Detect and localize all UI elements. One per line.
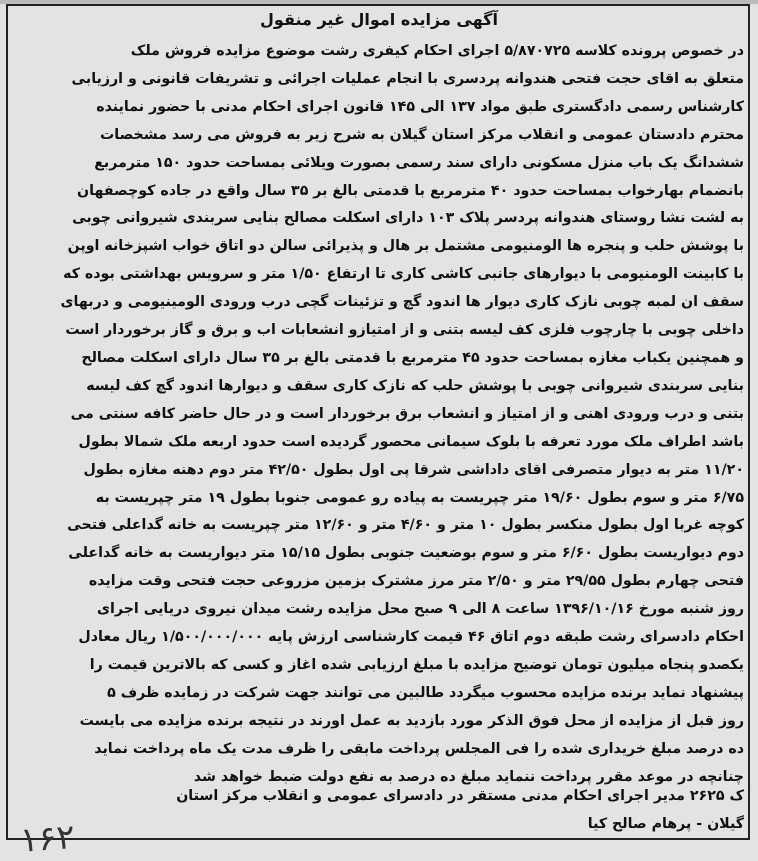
notice-body-line: ۱۱/۲۰ متر به دیوار متصرفی اقای داداشی شرقا پی اول بطول ۴۲/۵۰ متر دوم دهنه مغازه بطول bbox=[83, 461, 744, 478]
notice-body-line: سقف ان لمبه چوبی نازک کاری دیوار ها اندود گچ و تزئینات گچی درب ورودی الومینیومی و دربهای bbox=[60, 294, 744, 311]
notice-body bbox=[14, 38, 744, 791]
notice-body-line: و همچنین یکباب مغازه بمساحت حدود ۴۵ مترمربع با قدمتی بالغ بر ۳۵ سال دارای اسکلت مصالح bbox=[81, 349, 744, 366]
notice-body-line: ۶/۷۵ متر و سوم بطول ۱۹/۶۰ متر چپریست به پیاده رو عمومی جنوبا بطول ۱۹ متر چپریست به bbox=[95, 489, 744, 506]
notice-body-line: محترم دادستان عمومی و انقلاب مرکز استان گیلان به شرح زیر به فروش می رسد مشخصات bbox=[99, 126, 744, 143]
notice-body-line: بتنی و درب ورودی اهنی و از امتیاز و انشعاب برق برخوردار است و در حال حاضر کافه سنتی می bbox=[70, 405, 744, 422]
notice-body-line: ششدانگ یک باب منزل مسکونی دارای سند رسمی بصورت ویلائی بمساحت حدود ۱۵۰ مترمربع bbox=[94, 154, 744, 171]
notice-footer bbox=[14, 782, 744, 838]
notice-body-line: بنایی سربندی شیروانی چوبی با پوشش حلب که نازک کاری سقف و دیوارها اندود گچ کف لیسه bbox=[86, 377, 744, 394]
notice-body-line: کارشناس رسمی دادگستری طبق مواد ۱۳۷ الی ۱۴۵ قانون اجرای احکام مدنی با حضور نماینده bbox=[96, 98, 744, 115]
notice-body-line: کوچه غربا اول بطول منکسر بطول ۱۰ متر و ۴/۶۰ متر و ۱۲/۶۰ متر چپریست به خانه گداعلی فتحی bbox=[67, 517, 744, 534]
notice-body-line: با کابینت الومنیومی با دیوارهای جانبی کاشی کاری تا ارتفاع ۱/۵۰ متر و سرویس بهداشتی بوده که bbox=[63, 266, 744, 283]
notice-body-line: ده درصد مبلغ خریداری شده را فی المجلس پرداخت مابقی را ظرف مدت یک ماه پرداخت نماید bbox=[94, 740, 744, 757]
notice-body-line: با پوشش حلب و پنجره ها الومنیومی مشتمل بر هال و پذیرائی سالن دو اتاق خواب اشپزخانه اوپن bbox=[67, 238, 744, 255]
footer-signatory-name: گیلان - پرهام صالح کیا bbox=[587, 816, 744, 832]
notice-body-line: فتحی چهارم بطول ۲۹/۵۵ متر و ۲/۵۰ متر مرز مشترک بزمین مزروعی حجت فتحی وقت مزایده bbox=[88, 573, 744, 590]
notice-body-line: چنانچه در موعد مقرر پرداخت ننماید مبلغ ده درصد به نفع دولت ضبط خواهد شد bbox=[193, 768, 744, 785]
notice-body-line: روز قبل از مزایده از محل فوق الذکر مورد بازدید به عمل اورند در نتیجه برنده مزایده می بایست bbox=[79, 712, 744, 729]
notice-body-line: احکام دادسرای رشت طبقه دوم اتاق ۴۶ قیمت کارشناسی ارزش پایه ۱/۵۰۰/۰۰۰/۰۰۰ ریال معادل bbox=[78, 629, 744, 646]
notice-title: آگهی مزایده اموال غیر منقول bbox=[260, 10, 498, 29]
notice-body-line: داخلی چوبی با چارچوب فلزی کف لیسه بتنی و از امتیازو انشعابات اب و برق و گاز برخوردار است bbox=[65, 322, 744, 339]
notice-body-line: به لشت نشا روستای هندوانه پردسر پلاک ۱۰۳ دارای اسکلت مصالح بنایی سربندی شیروانی چوبی bbox=[72, 210, 744, 227]
notice-body-line: پیشنهاد نماید برنده مزایده محسوب میگردد طالبین می توانند جهت شرکت در زمایده ظرف ۵ bbox=[107, 684, 744, 701]
notice-body-line: یکصدو پنجاه میلیون تومان توضیح مزایده با مبلغ ارزیابی شده اغاز و کسی که بالاترین قیمت را bbox=[89, 656, 744, 673]
notice-body-line: روز شنبه مورخ ۱۳۹۶/۱۰/۱۶ ساعت ۸ الی ۹ صبح محل مزایده رشت میدان نیروی دریایی اجرای bbox=[97, 601, 744, 618]
notice-body-line: بانضمام بهارخواب بمساحت حدود ۴۰ مترمربع با قدمتی بالغ بر ۳۵ سال واقع در جاده کوچصفهان bbox=[77, 182, 744, 199]
footer-signatory-line: ک ۲۶۲۵ مدیر اجرای احکام مدنی مستقر در دادسرای عمومی و انقلاب مرکز استان bbox=[176, 788, 744, 804]
notice-body-line: متعلق به اقای حجت فتحی هندوانه پردسری با انجام عملیات اجرائی و تشریفات قانونی و ارزیابی bbox=[71, 70, 744, 87]
handwritten-number: ۱۶۲ bbox=[18, 817, 77, 861]
notice-body-line: دوم دیواریست بطول ۶/۶۰ متر و سوم بوضعیت جنوبی بطول ۱۵/۱۵ متر دیواریست به خانه گداعلی bbox=[68, 545, 744, 562]
notice-body-line: در خصوص پرونده کلاسه ۵/۸۷۰۷۲۵ اجرای احکام کیفری رشت موضوع مزایده فروش ملک bbox=[130, 43, 744, 59]
notice-body-line: باشد اطراف ملک مورد تعرفه با بلوک سیمانی محصور گردیده است حدود اربعه ملک شمالا بطول bbox=[78, 433, 744, 450]
